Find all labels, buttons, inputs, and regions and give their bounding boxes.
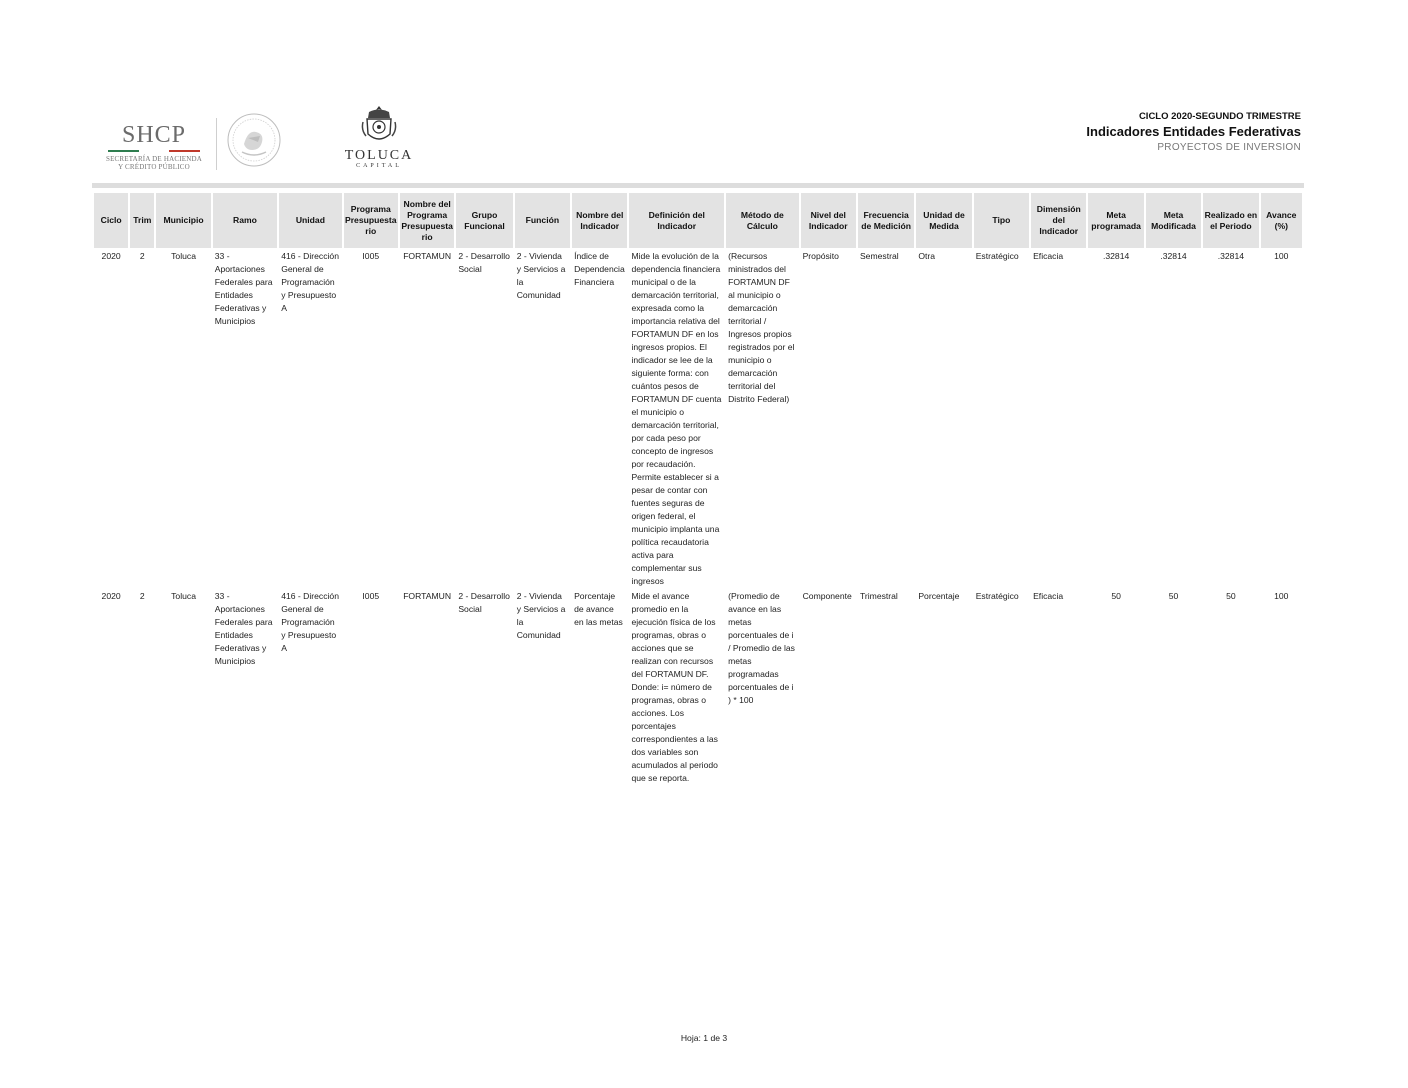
table-row: [94, 248, 1302, 588]
national-seal-icon: [226, 112, 282, 168]
report-header: [1086, 110, 1301, 156]
col-header-dimension: Dimensión del Indicador: [1031, 193, 1086, 248]
report-cycle: CICLO 2020-SEGUNDO TRIMESTRE: [1138, 111, 1301, 122]
cell-definicion: Mide el avance promedio en la ejecución física de los programas, obras o acciones que se realizan con recursos del FORTAMUN DF. Donde: i= número de programas, obras o acciones. Los porcentajes correspondientes a las dos variables son acumulados al periodo que se reporta.: [631, 591, 718, 783]
shcp-subline-2: Y CRÉDITO PÚBLICO: [118, 163, 190, 171]
col-header-frecuencia: Frecuencia de Medición: [858, 193, 914, 248]
report-subtitle: PROYECTOS DE INVERSION: [1157, 142, 1301, 153]
cell-funcion: 2 - Vivienda y Servicios a la Comunidad: [516, 591, 566, 640]
col-header-funcion: Función: [515, 193, 570, 248]
cell-grupo-funcional: 2 - Desarrollo Social: [458, 251, 510, 274]
col-header-unidad-medida: Unidad de Medida: [916, 193, 971, 248]
cell-municipio: Toluca: [171, 251, 196, 261]
col-header-avance: Avance (%): [1261, 193, 1302, 248]
indicators-table: [92, 193, 1304, 785]
cell-dimension: Eficacia: [1033, 251, 1064, 261]
cell-ramo: 33 - Aportaciones Federales para Entidades Federativas y Municipios: [214, 251, 273, 326]
col-header-nivel: Nivel del Indicador: [801, 193, 856, 248]
cell-ciclo: 2020: [101, 591, 121, 601]
col-header-metodo: Método de Cálculo: [726, 193, 798, 248]
toluca-logo: [344, 104, 414, 170]
shcp-wordmark: SHCP: [121, 122, 187, 148]
col-header-tipo: Tipo: [974, 193, 1029, 248]
cell-frecuencia: Trimestral: [859, 591, 898, 601]
shcp-logo: [104, 122, 204, 171]
cell-trim: 2: [139, 591, 145, 601]
cell-metodo: (Promedio de avance en las metas porcentuales de i / Promedio de las metas programadas porcentuales de i ) * 100: [728, 591, 795, 705]
col-header-realizado: Realizado en el Periodo: [1203, 193, 1258, 248]
col-header-trim: Trim: [130, 193, 154, 248]
cell-tipo: Estratégico: [975, 251, 1019, 261]
cell-avance: 100: [1274, 251, 1289, 261]
cell-nombre-programa: FORTAMUN: [403, 591, 452, 601]
col-header-grupo-funcional: Grupo Funcional: [456, 193, 512, 248]
cell-realizado: .32814: [1217, 251, 1245, 261]
cell-unidad: 416 - Dirección General de Programación y Presupuesto A: [281, 251, 339, 313]
shcp-color-bar: [108, 150, 200, 152]
cell-ramo: 33 - Aportaciones Federales para Entidades Federativas y Municipios: [214, 591, 273, 666]
cell-tipo: Estratégico: [975, 591, 1019, 601]
cell-programa: I005: [362, 251, 380, 261]
cell-meta-modificada: 50: [1168, 591, 1179, 601]
cell-grupo-funcional: 2 - Desarrollo Social: [458, 591, 510, 614]
col-header-ramo: Ramo: [213, 193, 277, 248]
table-row: [94, 588, 1302, 785]
header-divider-bar: [92, 183, 1304, 188]
cell-ciclo: 2020: [101, 251, 121, 261]
col-header-meta-modificada: Meta Modificada: [1146, 193, 1201, 248]
cell-meta-modificada: .32814: [1160, 251, 1187, 261]
cell-municipio: Toluca: [171, 591, 196, 601]
report-title: Indicadores Entidades Federativas: [1086, 124, 1301, 139]
cell-trim: 2: [139, 251, 145, 261]
table-header-row: [94, 193, 1302, 248]
cell-unidad: 416 - Dirección General de Programación y Presupuesto A: [281, 591, 339, 653]
cell-metodo: (Recursos ministrados del FORTAMUN DF al municipio o demarcación territorial / Ingresos propios registrados por el municipio o demarcación territorial del Distrito Federal): [728, 251, 795, 404]
cell-dimension: Eficacia: [1033, 591, 1064, 601]
page-number: Hoja: 1 de 3: [680, 1033, 728, 1043]
cell-meta-programada: .32814: [1102, 251, 1130, 261]
cell-definicion: Mide la evolución de la dependencia financiera municipal o de la demarcación territorial, expresada como la importancia relativa del FORTAMUN DF en los ingresos propios. El indicador se lee de la siguiente forma: con cuántos pesos de FORTAMUN DF cuenta el municipio o demarcación territorial, por cada peso por concepto de ingresos por recaudación. Permite establecer si a pesar de contar con fuentes seguras de origen federal, el municipio implanta una política recaudatoria activa para complementar sus ingresos: [631, 251, 722, 586]
toluca-subtitle: CAPITAL: [356, 163, 402, 169]
cell-funcion: 2 - Vivienda y Servicios a la Comunidad: [516, 251, 566, 300]
cell-meta-programada: 50: [1111, 591, 1121, 601]
cell-nivel: Componente: [802, 591, 852, 601]
logo-divider: [216, 118, 217, 170]
col-header-nombre-programa: Nombre del Programa Presupuesta rio: [400, 193, 454, 248]
cell-frecuencia: Semestral: [859, 251, 899, 261]
cell-unidad-medida: Otra: [918, 251, 936, 261]
col-header-programa: Programa Presupuesta rio: [344, 193, 398, 248]
col-header-definicion: Definición del Indicador: [629, 193, 724, 248]
shcp-subline-1: SECRETARÍA DE HACIENDA: [105, 155, 202, 163]
col-header-nombre-indicador: Nombre del Indicador: [572, 193, 627, 248]
cell-nivel: Propósito: [802, 251, 839, 261]
cell-nombre-indicador: Índice de Dependencia Financiera: [574, 251, 625, 287]
col-header-municipio: Municipio: [156, 193, 210, 248]
cell-nombre-indicador: Porcentaje de avance en las metas: [574, 591, 623, 627]
toluca-crest-icon: [359, 104, 399, 146]
cell-programa: I005: [362, 591, 380, 601]
col-header-meta-programada: Meta programada: [1088, 193, 1143, 248]
cell-unidad-medida: Porcentaje: [918, 591, 960, 601]
col-header-unidad: Unidad: [279, 193, 341, 248]
col-header-ciclo: Ciclo: [94, 193, 128, 248]
toluca-wordmark: TOLUCA: [344, 148, 414, 163]
cell-realizado: 50: [1226, 591, 1236, 601]
cell-avance: 100: [1274, 591, 1289, 601]
cell-nombre-programa: FORTAMUN: [403, 251, 452, 261]
